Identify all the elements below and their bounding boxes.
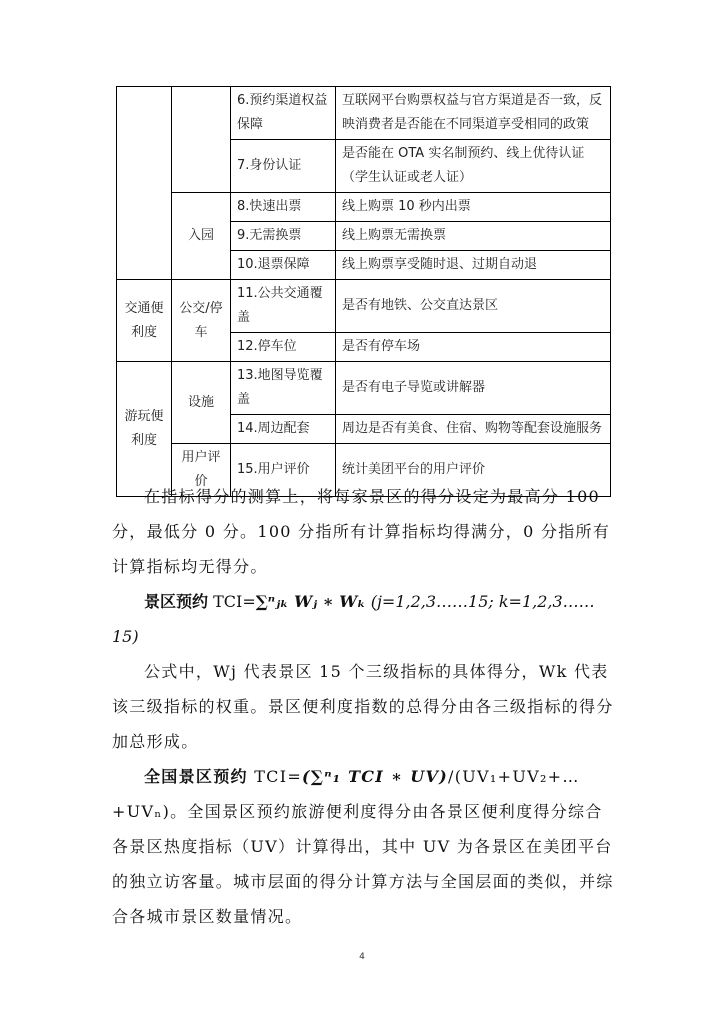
body-text bbox=[112, 479, 618, 934]
formula-range: (j=1,2,3……15; k=1,2,3……15) bbox=[112, 592, 595, 646]
level1-cell: 游玩便利度 bbox=[117, 362, 172, 497]
indicator-desc: 是否有停车场 bbox=[336, 333, 611, 362]
indicator-desc: 线上购票无需换票 bbox=[336, 222, 611, 251]
formula-lhs: TCI= bbox=[213, 592, 256, 611]
level1-cell: 交通便利度 bbox=[117, 280, 172, 362]
indicator-name: 11.公共交通覆盖 bbox=[231, 280, 336, 333]
indicator-desc: 统计美团平台的用户评价 bbox=[336, 444, 611, 497]
indicator-desc: 线上购票享受随时退、过期自动退 bbox=[336, 251, 611, 280]
indicator-desc: 是否有电子导览或讲解器 bbox=[336, 362, 611, 415]
level2-cell bbox=[172, 87, 231, 193]
indicator-name: 10.退票保障 bbox=[231, 251, 336, 280]
table-row bbox=[117, 280, 611, 333]
paragraph-national bbox=[112, 759, 618, 934]
indicator-name: 13.地图导览覆盖 bbox=[231, 362, 336, 415]
formula-label: 景区预约 bbox=[144, 592, 209, 611]
indicator-name: 12.停车位 bbox=[231, 333, 336, 362]
level2-cell: 用户评价 bbox=[172, 444, 231, 497]
formula-expr: ∑ⁿⱼₖ 𝑾ⱼ ∗ 𝑾ₖ bbox=[255, 592, 366, 611]
indicator-desc: 互联网平台购票权益与官方渠道是否一致，反映消费者是否能在不同渠道享受相同的政策 bbox=[336, 87, 611, 140]
formula-expr: (∑ⁿ₁ 𝑻𝑪𝑰 ∗ 𝑼𝑽) bbox=[302, 767, 449, 786]
indicator-desc: 线上购票 10 秒内出票 bbox=[336, 193, 611, 222]
paragraph-formula-explain: 公式中，Wj 代表景区 15 个三级指标的具体得分，Wk 代表该三级指标的权重。景区便利度指数的总得分由各三级指标的得分加总形成。 bbox=[112, 662, 614, 751]
indicator-name: 6.预约渠道权益保障 bbox=[231, 87, 336, 140]
paragraph-scoring: 在指标得分的测算上，将每家景区的得分设定为最高分 100 分，最低分 0 分。100 分指所有计算指标均得满分，0 分指所有计算指标均无得分。 bbox=[112, 487, 611, 576]
formula-scenic bbox=[112, 584, 618, 654]
indicator-table bbox=[116, 86, 611, 497]
formula-label: 全国景区预约 bbox=[144, 767, 248, 786]
level2-cell: 设施 bbox=[172, 362, 231, 444]
table-row bbox=[117, 193, 611, 222]
paragraph-national-text: 。全国景区预约旅游便利度得分由各景区便利度得分综合各景区热度指标（UV）计算得出，其中 UV 为各景区在美团平台的独立访客量。城市层面的得分计算方法与全国层面的类似，并综合各城市景区数量情况。 bbox=[112, 802, 614, 926]
indicator-name: 15.用户评价 bbox=[231, 444, 336, 497]
level2-cell: 公交/停车 bbox=[172, 280, 231, 362]
indicator-name: 7.身份认证 bbox=[231, 140, 336, 193]
indicator-name: 14.周边配套 bbox=[231, 415, 336, 444]
indicator-desc: 是否能在 OTA 实名制预约、线上优待认证（学生认证或老人证） bbox=[336, 140, 611, 193]
indicator-desc: 是否有地铁、公交直达景区 bbox=[336, 280, 611, 333]
indicator-name: 8.快速出票 bbox=[231, 193, 336, 222]
page-number: 4 bbox=[359, 952, 365, 962]
table-row bbox=[117, 87, 611, 140]
formula-tail: /(UV₁+UV₂+…+UVₙ) bbox=[112, 767, 580, 821]
level1-cell bbox=[117, 87, 172, 280]
formula-lhs: TCI= bbox=[254, 767, 303, 786]
level2-cell: 入园 bbox=[172, 193, 231, 280]
indicator-desc: 周边是否有美食、住宿、购物等配套设施服务 bbox=[336, 415, 611, 444]
indicator-name: 9.无需换票 bbox=[231, 222, 336, 251]
table-row bbox=[117, 362, 611, 415]
